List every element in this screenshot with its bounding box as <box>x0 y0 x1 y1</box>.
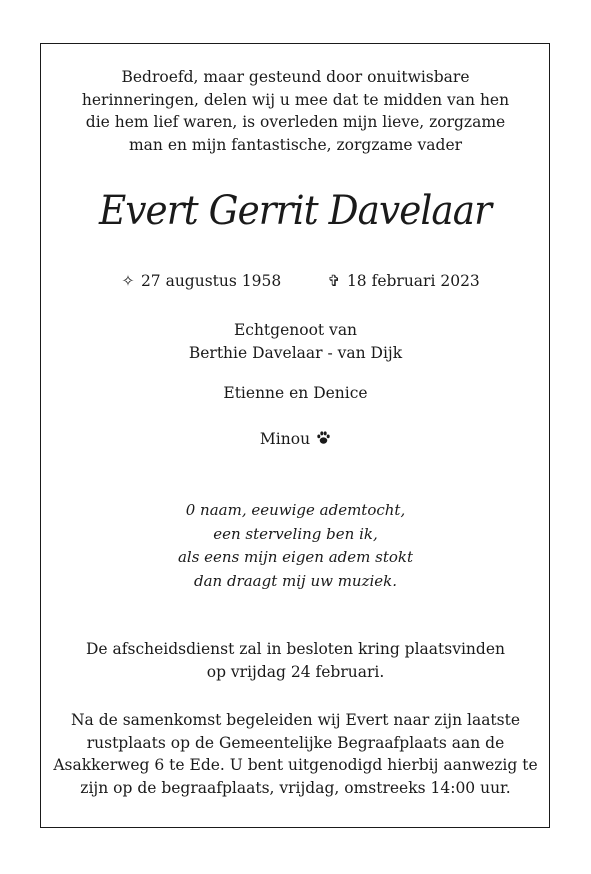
children-text: Etienne en Denice <box>223 384 368 402</box>
death-date-text: 18 februari 2023 <box>346 272 480 290</box>
service-text: De afscheidsdienst zal in besloten kring plaatsvinden op vrijdag 24 februari. <box>86 640 505 681</box>
name-text: Evert Gerrit Davelaar <box>98 188 495 234</box>
spouse-text: Echtgenoot van Berthie Davelaar - van Dijk <box>188 321 403 362</box>
poem-text: 0 naam, eeuwige ademtocht, een sterveling ben ik, als eens mijn eigen adem stokt dan draagt mij uw muziek. <box>177 501 414 590</box>
cross-icon: ✞ <box>327 272 341 290</box>
birth-date <box>120 272 281 290</box>
pet-name: Minou <box>259 430 311 448</box>
dates-row <box>0 272 591 294</box>
intro-text: Bedroefd, maar gesteund door onuitwisbare herinneringen, delen wij u mee dat te midden van hen die hem lief waren, is overleden mijn lieve, zorgzame man en mijn fantastische, zorgzame vader <box>81 68 510 154</box>
paw-icon <box>316 430 331 445</box>
burial-text: Na de samenkomst begeleiden wij Evert naar zijn laatste rustplaats op de Gemeentelijke Begraafplaats aan de Asakkerweg 6 te Ede. U bent uitgenodigd hierbij aanwezig te zijn op de begraafplaats, vrijdag, omstreeks 14:00 uur. <box>53 711 538 797</box>
pet-line <box>0 428 591 451</box>
name-signature <box>95 182 495 244</box>
birth-date-text: 27 augustus 1958 <box>140 272 282 290</box>
star-icon: ✧ <box>121 272 135 290</box>
death-date <box>326 272 480 290</box>
